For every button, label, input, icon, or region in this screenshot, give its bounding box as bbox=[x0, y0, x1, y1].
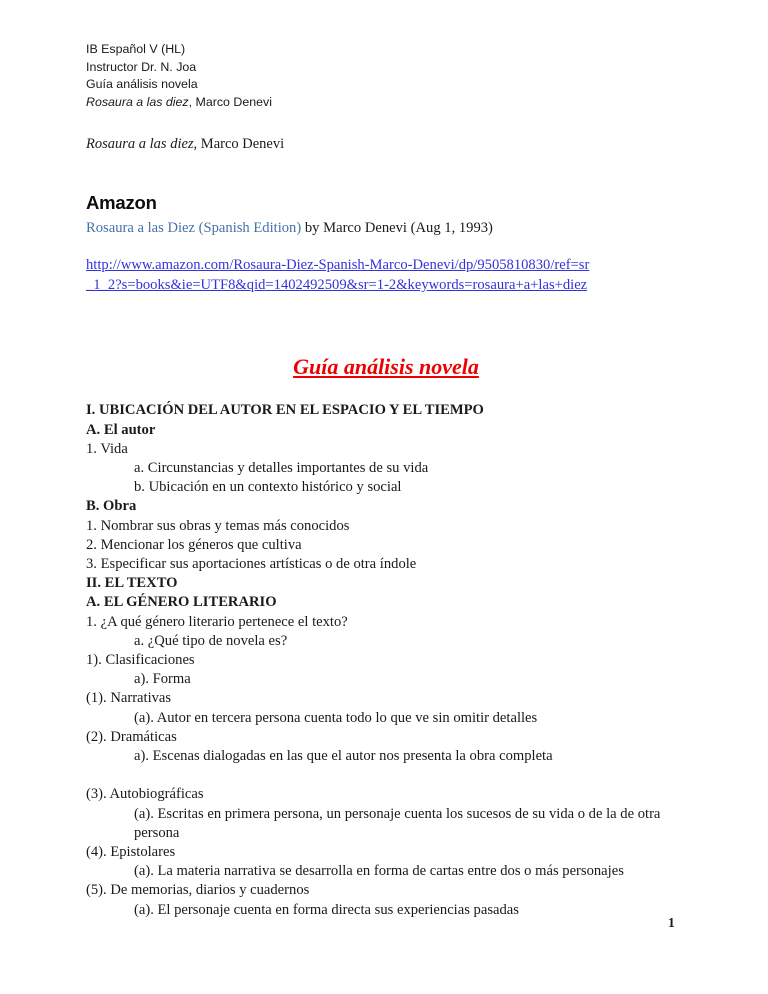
amazon-url-link[interactable]: http://www.amazon.com/Rosaura-Diez-Spanish-Marco-Denevi/dp/9505810830/ref=sr_1_2?s=books&ie=UTF8&qid=1402492509&sr=1-2&keywords=rosaura+a+las+diez bbox=[86, 257, 590, 293]
outline-line: 1). Clasificaciones bbox=[86, 652, 195, 669]
header-line-guide: Guía análisis novela bbox=[86, 77, 198, 92]
guide-title-heading: Guía análisis novela bbox=[293, 354, 479, 380]
outline-line: (a). Autor en tercera persona cuenta todo lo que ve sin omitir detalles bbox=[134, 709, 538, 726]
outline-line: I. UBICACIÓN DEL AUTOR EN EL ESPACIO Y EL TIEMPO bbox=[86, 402, 484, 419]
course-header-block bbox=[86, 41, 686, 111]
header-work-title: Rosaura a las diez bbox=[86, 94, 189, 109]
outline-line: a. ¿Qué tipo de novela es? bbox=[134, 632, 288, 649]
header-line-instructor: Instructor Dr. N. Joa bbox=[86, 59, 197, 74]
amazon-book-title-link[interactable]: Rosaura a las Diez (Spanish Edition) bbox=[86, 220, 302, 237]
outline-spacer bbox=[86, 766, 666, 785]
outline-line: 1. Vida bbox=[86, 440, 128, 457]
outline-line: A. EL GÉNERO LITERARIO bbox=[86, 594, 277, 611]
work-title-line bbox=[86, 134, 686, 154]
outline-line: II. EL TEXTO bbox=[86, 575, 178, 592]
outline-line: a). Forma bbox=[134, 671, 191, 688]
amazon-book-meta: by Marco Denevi (Aug 1, 1993) bbox=[301, 220, 493, 237]
header-line-work bbox=[86, 94, 686, 112]
outline-line: (5). De memorias, diarios y cuadernos bbox=[86, 882, 310, 899]
outline-line: a). Escenas dialogadas en las que el autor nos presenta la obra completa bbox=[134, 748, 553, 765]
header-work-author: , Marco Denevi bbox=[188, 94, 272, 109]
outline-line: 1. Nombrar sus obras y temas más conocidos bbox=[86, 517, 350, 534]
amazon-book-line bbox=[86, 219, 686, 238]
outline-line: a. Circunstancias y detalles importantes de su vida bbox=[134, 459, 429, 476]
work-title-author: , Marco Denevi bbox=[193, 136, 285, 153]
outline-line: B. Obra bbox=[86, 498, 137, 515]
amazon-heading: Amazon bbox=[86, 192, 157, 214]
document-content bbox=[86, 41, 686, 920]
analysis-outline bbox=[86, 401, 666, 919]
outline-line: (a). Escritas en primera persona, un personaje cuenta los sucesos de su vida o de la de otra persona bbox=[134, 805, 665, 841]
outline-line: 3. Especificar sus aportaciones artísticas o de otra índole bbox=[86, 556, 417, 572]
outline-line: (3). Autobiográficas bbox=[86, 786, 204, 803]
work-title-italic: Rosaura a las diez bbox=[86, 136, 194, 153]
outline-line: 1. ¿A qué género literario pertenece el texto? bbox=[86, 613, 348, 630]
outline-line: (1). Narrativas bbox=[86, 690, 172, 707]
outline-line: (a). El personaje cuenta en forma directa sus experiencias pasadas bbox=[134, 901, 519, 918]
outline-line: (a). La materia narrativa se desarrolla en forma de cartas entre dos o más personajes bbox=[134, 863, 624, 880]
outline-line: A. El autor bbox=[86, 421, 156, 438]
page-number: 1 bbox=[668, 915, 675, 930]
outline-line: (4). Epistolares bbox=[86, 844, 176, 861]
outline-line: b. Ubicación en un contexto histórico y social bbox=[134, 479, 402, 496]
header-line-course: IB Español V (HL) bbox=[86, 42, 186, 56]
outline-line: 2. Mencionar los géneros que cultiva bbox=[86, 536, 302, 553]
outline-line: (2). Dramáticas bbox=[86, 728, 177, 745]
